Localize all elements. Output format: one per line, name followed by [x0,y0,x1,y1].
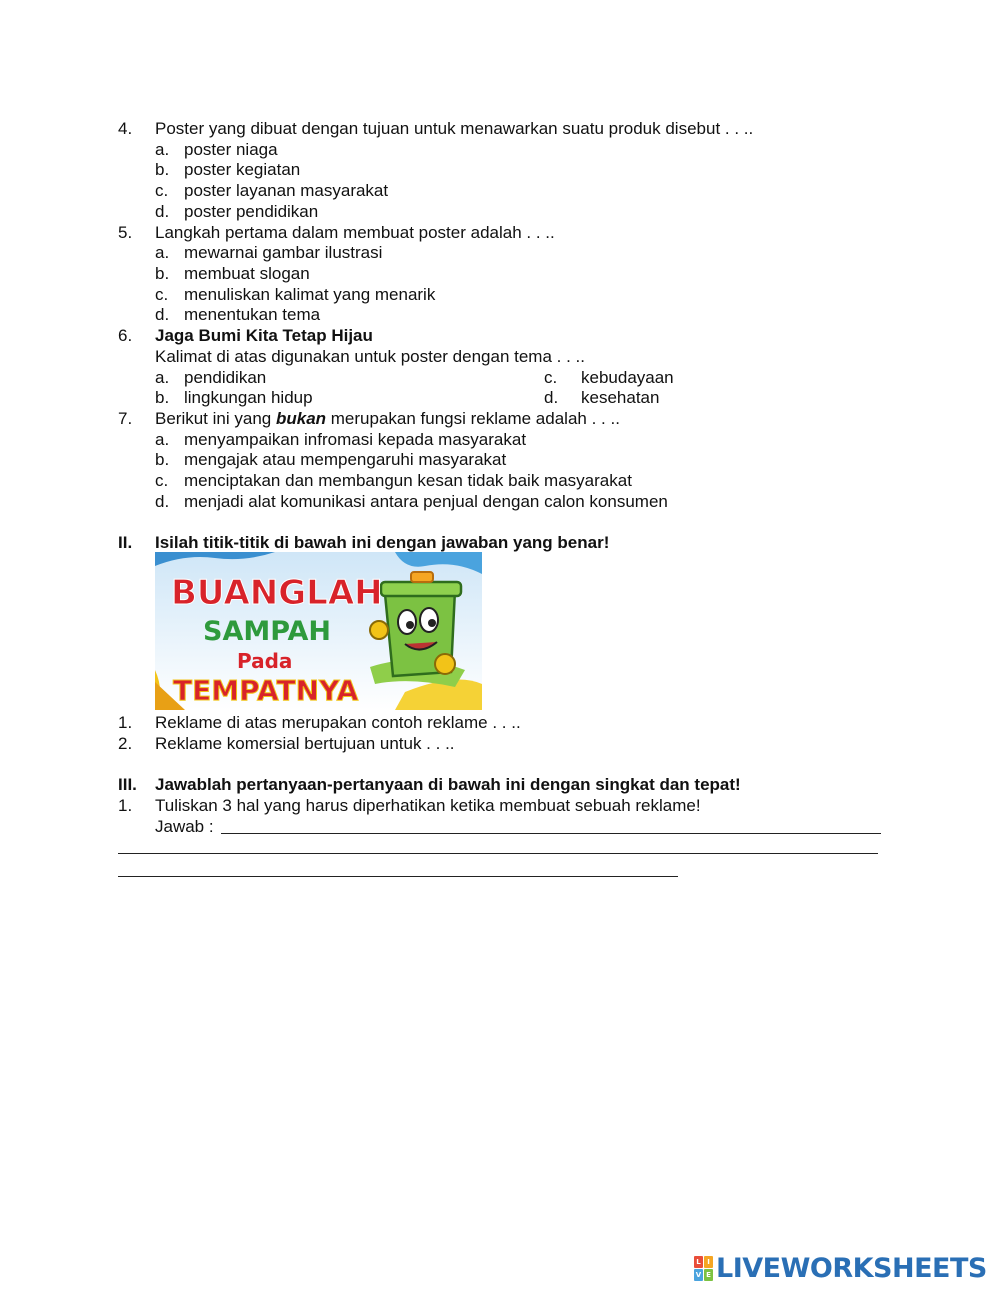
logo-cube: L [694,1256,703,1268]
question-number: 6. [118,326,133,345]
poster-text-line4: TEMPATNYA [173,674,359,707]
item-text: Reklame komersial bertujuan untuk . . .. [155,734,455,753]
brand-name: LIVEWORKSHEETS [716,1252,987,1284]
section-numeral: II. [118,533,133,552]
option-text: mengajak atau mempengaruhi masyarakat [184,450,507,469]
section-numeral: III. [118,775,137,794]
question-text-part: merupakan fungsi reklame adalah . . .. [330,409,620,428]
poster-illustration [155,552,482,710]
question-number: 5. [118,223,133,242]
option-text: menentukan tema [184,305,321,324]
option-text: kebudayaan [581,368,674,387]
option-letter: a. [155,140,170,159]
question-text: Langkah pertama dalam membuat poster adalah . . .. [155,223,555,242]
option-letter: d. [155,202,170,221]
section-instruction: Isilah titik-titik di bawah ini dengan jawaban yang benar! [155,533,610,552]
option-text: menuliskan kalimat yang menarik [184,285,436,304]
poster-text-line3: Pada [237,649,293,673]
option-letter: b. [155,388,170,407]
option-letter: c. [544,368,558,387]
item-number: 1. [118,713,133,732]
answer-line[interactable] [118,853,878,854]
item-number: 1. [118,796,133,815]
answer-label: Jawab : [155,817,214,836]
option-letter: a. [155,243,170,262]
option-letter: c. [155,285,169,304]
logo-cube: E [704,1269,713,1281]
logo-cube: I [704,1256,713,1268]
poster-image [155,552,482,710]
option-text: poster kegiatan [184,160,301,179]
logo-cubes-icon [694,1256,713,1281]
poster-text-line1: BUANGLAH [171,573,383,613]
logo-cube: V [695,1270,702,1279]
question-emphasis: bukan [275,409,327,428]
answer-line[interactable] [118,876,678,877]
question-text: Poster yang dibuat dengan tujuan untuk menawarkan suatu produk disebut . . .. [155,119,754,138]
question-number: 7. [118,409,133,428]
option-letter: d. [155,305,170,324]
option-letter: b. [155,264,170,283]
item-text: Reklame di atas merupakan contoh reklame . . .. [155,713,521,732]
poster-text-line2: SAMPAH [203,616,332,647]
option-text: membuat slogan [184,264,310,283]
answer-line[interactable] [221,833,881,834]
option-letter: a. [155,430,170,449]
liveworksheets-logo [694,1253,987,1283]
option-text: lingkungan hidup [184,388,313,407]
option-text: poster layanan masyarakat [184,181,389,200]
question-text: Kalimat di atas digunakan untuk poster dengan tema . . .. [155,347,585,366]
question-number: 4. [118,119,133,138]
question-text-part: Berikut ini yang [155,409,272,428]
option-letter: b. [155,450,170,469]
option-text: poster niaga [184,140,278,159]
option-letter: c. [155,471,169,490]
option-letter: b. [155,160,170,179]
option-text: mewarnai gambar ilustrasi [184,243,383,262]
question-slogan: Jaga Bumi Kita Tetap Hijau [155,326,373,345]
option-text: kesehatan [581,388,660,407]
option-text: poster pendidikan [184,202,319,221]
item-text: Tuliskan 3 hal yang harus diperhatikan ketika membuat sebuah reklame! [155,796,701,815]
option-letter: d. [155,492,170,511]
option-letter: d. [544,388,559,407]
section-instruction: Jawablah pertanyaan-pertanyaan di bawah ini dengan singkat dan tepat! [155,775,741,794]
option-letter: c. [155,181,169,200]
option-text: menciptakan dan membangun kesan tidak baik masyarakat [184,471,632,490]
option-text: menjadi alat komunikasi antara penjual dengan calon konsumen [184,492,668,511]
option-letter: a. [155,368,170,387]
option-text: pendidikan [184,368,267,387]
question-text [155,409,620,429]
item-number: 2. [118,734,133,753]
option-text: menyampaikan infromasi kepada masyarakat [184,430,527,449]
